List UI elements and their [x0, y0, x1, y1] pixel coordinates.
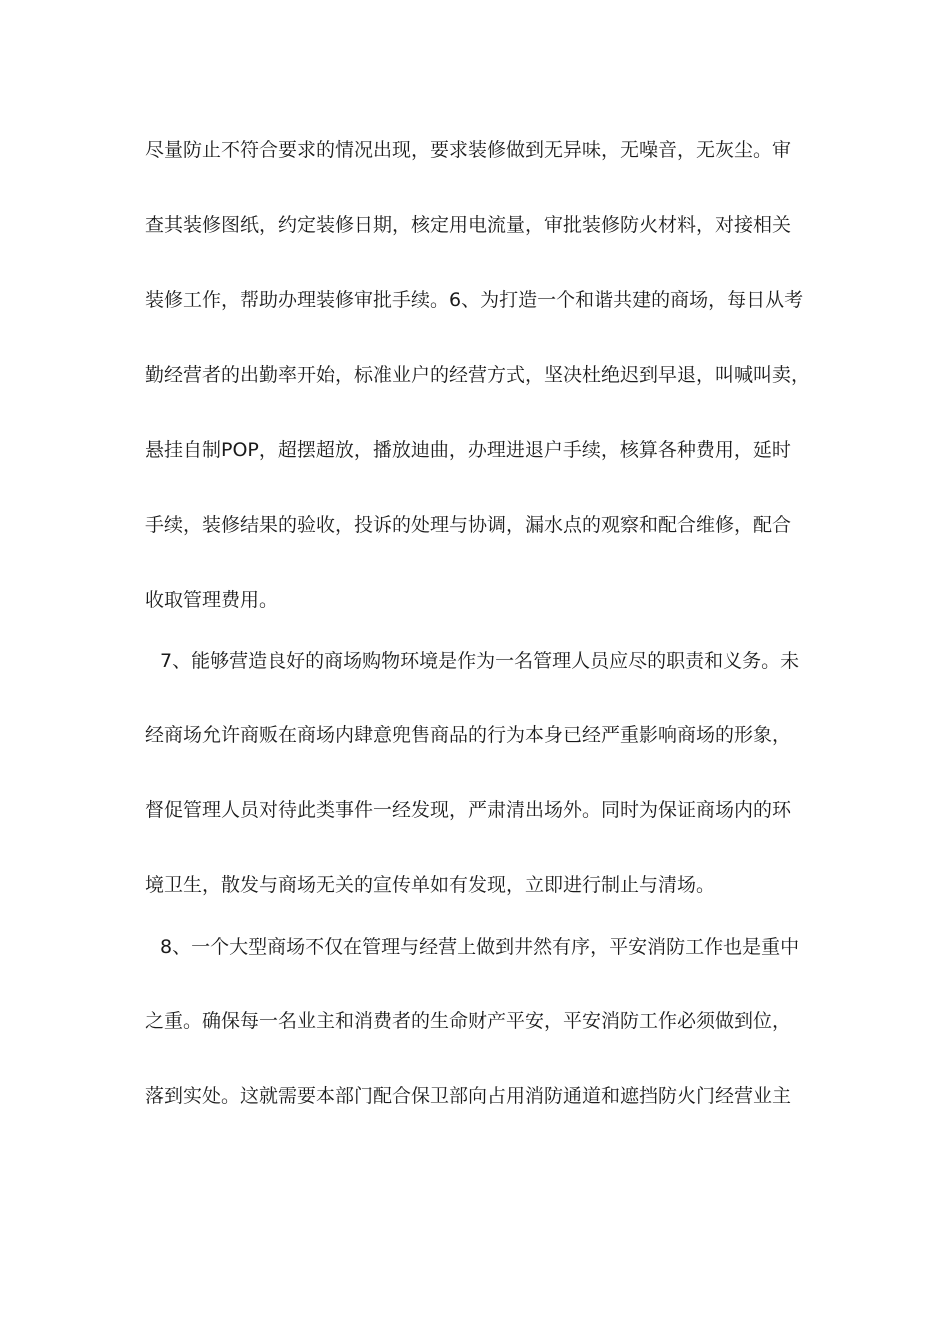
- text-line: 手续，装修结果的验收，投诉的处理与协调，漏水点的观察和配合维修，配合: [145, 514, 792, 536]
- text-line: 落到实处。这就需要本部门配合保卫部向占用消防通道和遮挡防火门经营业主: [145, 1085, 792, 1107]
- text-line: 经商场允许商贩在商场内肆意兜售商品的行为本身已经严重影响商场的形象，: [145, 724, 792, 746]
- text-line: 尽量防止不符合要求的情况出现，要求装修做到无异味，无噪音，无灰尘。审: [145, 139, 792, 161]
- text-line: 收取管理费用。: [145, 589, 279, 611]
- text-line: 督促管理人员对待此类事件一经发现，严肃清出场外。同时为保证商场内的环: [145, 799, 792, 821]
- text-line: 悬挂自制POP，超摆超放，播放迪曲，办理进退户手续，核算各种费用，延时: [145, 439, 791, 461]
- text-line: 勤经营者的出勤率开始，标准业户的经营方式，坚决杜绝迟到早退，叫喊叫卖，: [145, 364, 810, 386]
- paragraph-start-line: 8、一个大型商场不仅在管理与经营上做到井然有序，平安消防工作也是重中: [160, 936, 800, 958]
- text-line: 查其装修图纸，约定装修日期，核定用电流量，审批装修防火材料，对接相关: [145, 214, 792, 236]
- paragraph-start-line: 7、能够营造良好的商场购物环境是作为一名管理人员应尽的职责和义务。未: [160, 650, 800, 672]
- text-line: 装修工作，帮助办理装修审批手续。6、为打造一个和谐共建的商场，每日从考: [145, 289, 804, 311]
- text-line: 之重。确保每一名业主和消费者的生命财产平安，平安消防工作必须做到位，: [145, 1010, 792, 1032]
- text-line: 境卫生，散发与商场无关的宣传单如有发现，立即进行制止与清场。: [145, 874, 716, 896]
